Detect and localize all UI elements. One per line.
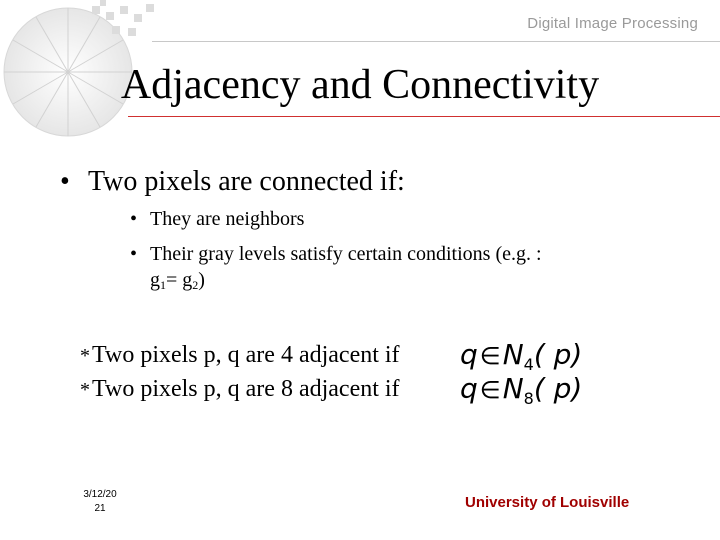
header-divider <box>152 41 720 42</box>
sub-bullet-text: They are neighbors <box>150 208 305 230</box>
adjacency-text: Two pixels p, q are 4 adjacent if <box>92 342 400 368</box>
adjacency-text: Two pixels p, q are 8 adjacent if <box>92 376 400 402</box>
bullet-icon: • <box>60 166 70 197</box>
footer-university: University of Louisville <box>465 494 630 511</box>
slide-title: Adjacency and Connectivity <box>120 62 600 108</box>
formula-n8: $q\in N_8$( p) <box>460 372 583 408</box>
slide-date: 3/12/20 21 <box>83 489 117 514</box>
bullet-icon: • <box>130 243 138 265</box>
asterisk-icon: * <box>80 379 90 401</box>
adjacency-line-8 <box>80 374 400 405</box>
bullet-icon: • <box>130 208 138 230</box>
formula-n4: $q\in N_4$( p) <box>460 338 583 374</box>
asterisk-icon: * <box>80 345 90 367</box>
sub-bullet-2 <box>130 241 542 298</box>
sub-bullet-continuation: $g_1= g_2$) <box>150 269 205 292</box>
header-label: Digital Image Processing <box>527 15 698 32</box>
main-bullet-text: Two pixels are connected if: <box>88 166 405 197</box>
adjacency-line-4 <box>80 340 400 371</box>
main-bullet <box>60 164 405 200</box>
sub-bullet-text: Their gray levels satisfy certain conditions (e.g. : <box>150 243 542 265</box>
sub-bullet-1 <box>130 206 304 232</box>
title-rule <box>128 116 720 117</box>
